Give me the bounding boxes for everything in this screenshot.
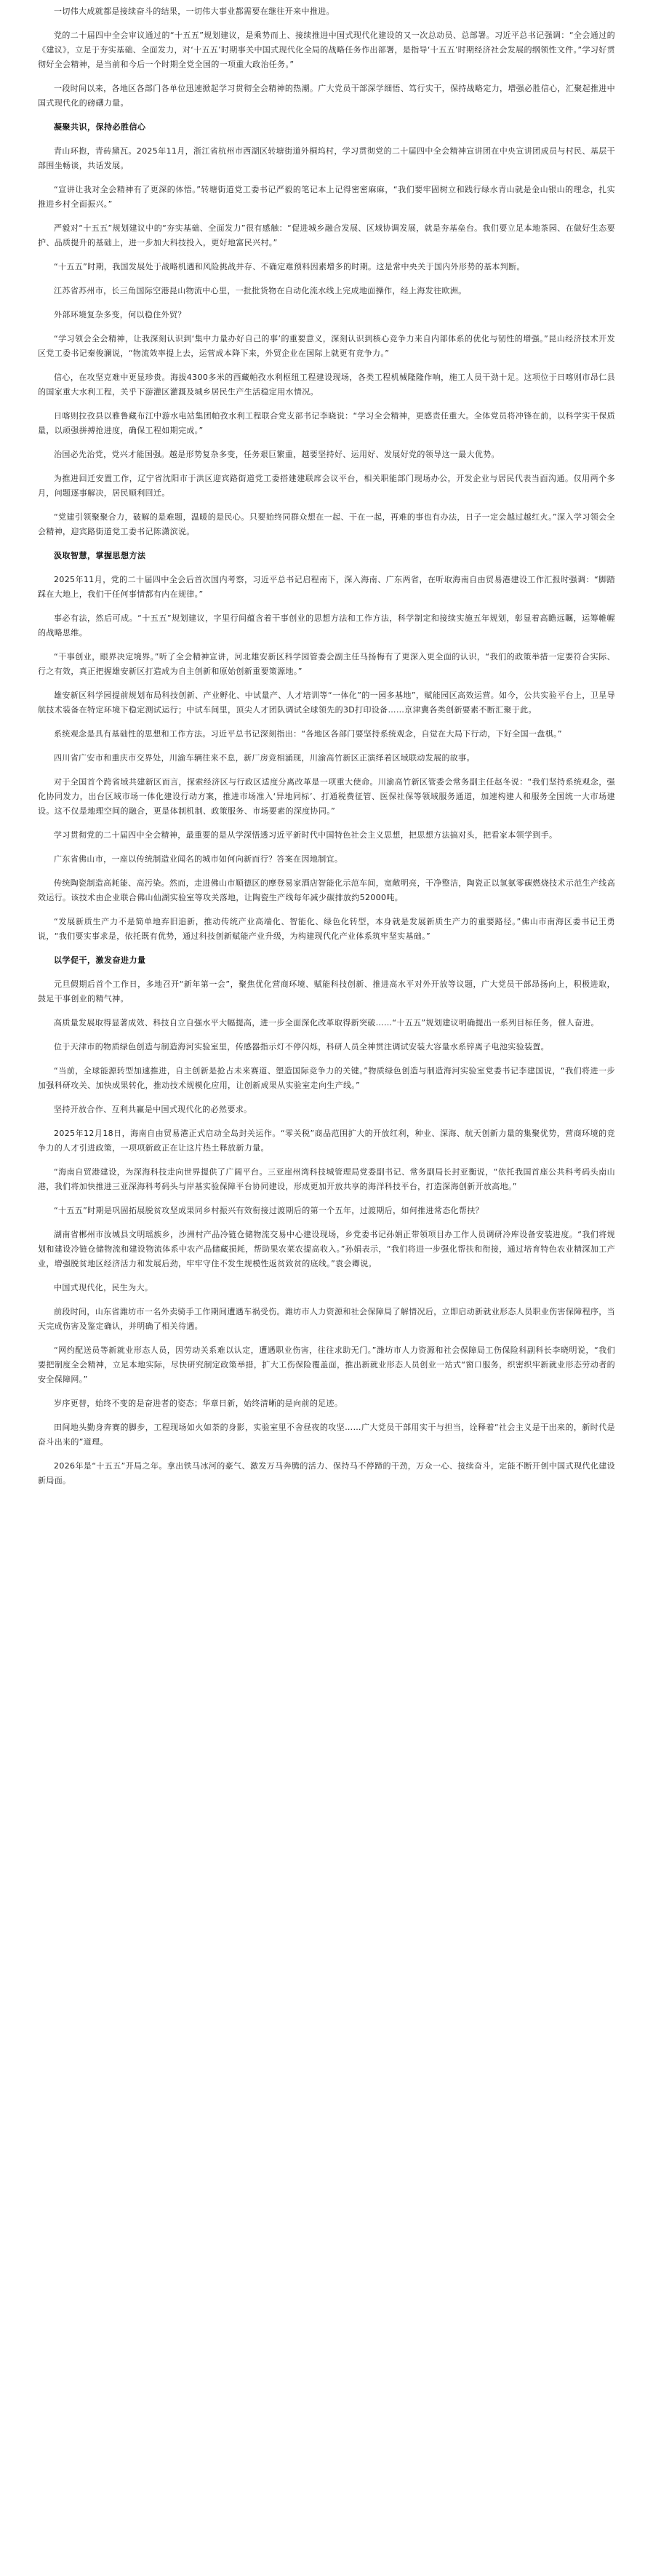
section-heading: 汲取智慧，掌握思想方法 [54, 551, 146, 560]
paragraph: “发展新质生产力不是简单地弃旧追新，推动传统产业高端化、智能化、绿色化转型，本身就是发展新质生产力的重要路径。”佛山市南海区委书记王勇说，“我们要实事求是，依托既有优势，通过科技创新赋能产业升级，为构建现代化产业体系筑牢坚实基础。” [38, 917, 615, 941]
paragraph: “网约配送员等新就业形态人员，因劳动关系难以认定，遭遇职业伤害，往往求助无门。”潍坊市人力资源和社会保障局工伤保险科副科长李晓明说，“我们要把制度全会精神，立足本地实际，尽快研究制定政策举措，扩大工伤保险覆盖面，推出新就业形态人员创业一站式“窗口服务，织密织牢新就业形态劳动者的安全保障网。” [38, 1345, 615, 1384]
paragraph: “党建引领聚聚合力，破解的是难题，温暖的是民心。只要始终同群众想在一起、干在一起，再难的事也有办法，日子一定会越过越红火。”深入学习领会全会精神，迎宾路街道党工委书记陈潇滨说。 [38, 512, 615, 536]
paragraph: 2026年是“十五五”开局之年。拿出铁马冰河的豪气、激发万马奔腾的活力、保持马不停蹄的干劲，万众一心、接续奋斗，定能不断开创中国式现代化建设新局面。 [38, 1461, 615, 1485]
paragraph: 一段时间以来，各地区各部门各单位迅速掀起学习贯彻全会精神的热潮。广大党员干部深学细悟、笃行实干，保持战略定力，增强必胜信心，汇聚起推进中国式现代化的磅礴力量。 [38, 84, 615, 108]
paragraph: “当前，全球能源转型加速推进，自主创新是抢占未来赛道、塑造国际竞争力的关键。”物质绿色创造与制造海河实验室党委书记李建国说，“我们将进一步加强科研攻关、加快成果转化，推动技术规模化应用，让创新成果从实验室走向生产线。” [38, 1066, 615, 1090]
paragraph: 传统陶瓷制造高耗能、高污染。然而，走进佛山市顺德区的摩登易家酒店智能化示范车间，宽敞明亮，干净整洁，陶瓷正以氢氨零碳燃烧技术示范生产线高效运行。该技术由企业联合佛山仙湖实验室等攻关落地，让陶瓷生产线每年减少碳排放约52000吨。 [38, 878, 615, 902]
paragraph: 系统观念是具有基础性的思想和工作方法。习近平总书记深刻指出：“各地区各部门要坚持系统观念，自觉在大局下行动，下好全国一盘棋。” [54, 729, 562, 739]
paragraph: 日喀则拉孜县以雅鲁藏布江中游水电站集团帕孜水利工程联合党支部书记李晓说：“学习全会精神，更感责任重大。全体党员将冲锋在前，以科学实干保质量，以顽强拼搏抢进度，确保工程如期完成。” [38, 411, 615, 435]
paragraph: 四川省广安市和重庆市交界处，川渝车辆往来不息，新厂房竞相涌现，川渝高竹新区正演绎着区域联动发展的故事。 [54, 753, 475, 763]
paragraph: 田间地头勤身奔赛的脚步，工程现场如火如荼的身影，实验室里不舍昼夜的攻坚……广大党员干部用实干与担当，诠释着“社会主义是干出来的，新时代是奋斗出来的”道理。 [38, 1423, 615, 1447]
paragraph: 事必有法，然后可成。“十五五”规划建议，字里行间蕴含着干事创业的思想方法和工作方法，科学制定和接续实施五年规划，彰显着高瞻远瞩，运筹帷幄的战略思维。 [38, 613, 615, 637]
paragraph: 位于天津市的物质绿色创造与制造海河实验室里，传感器指示灯不停闪烁，科研人员全神贯注调试安装大容量水系锌离子电池实验装置。 [54, 1042, 549, 1052]
paragraph: 高质量发展取得显著成效、科技自立自强水平大幅提高，进一步全面深化改革取得新突破……“十五五”规划建议明确提出一系列目标任务，催人奋进。 [54, 1018, 599, 1027]
paragraph: 2025年12月18日，海南自由贸易港正式启动全岛封关运作。“零关税”商品范围扩大的开放红利，种业、深海、航天创新力量的集聚优势，营商环境的竞争力的人才引进政策，一项项新政正在让这片热土释放新力量。 [38, 1129, 615, 1153]
paragraph: “海南自贸港建设，为深海科技走向世界提供了广阔平台。三亚崖州湾科技城管理局党委副书记、常务副局长封亚衡说，“依托我国首座公共科考码头南山港，我们将加快推进三亚深海科考码头与岸基实验保障平台协同建设，形成更加开放共享的海洋科技平台，打造深海创新开放高地。” [38, 1167, 615, 1191]
paragraph: 青山环抱，青砖黛瓦。2025年11月，浙江省杭州市西湖区转塘街道外桐坞村，学习贯彻党的二十届四中全会精神宣讲团在中央宣讲团成员与村民、基层干部围坐畅谈，共话发展。 [38, 146, 615, 170]
paragraph: 为推进回迁安置工作，辽宁省沈阳市于洪区迎宾路街道党工委搭建建联席会议平台，相关职能部门现场办公，开发企业与居民代表当面沟通。仅用两个多月，问题逐事解决，居民顺利回迁。 [38, 474, 615, 498]
paragraph: “宣讲让我对全会精神有了更深的体悟。”转塘街道党工委书记严毅的笔记本上记得密密麻麻，“我们要牢固树立和践行绿水青山就是金山银山的理念，扎实推进乡村全面振兴。” [38, 185, 615, 209]
paragraph: 严毅对“十五五”规划建议中的“夯实基础、全面发力”很有感触：“促进城乡融合发展、区域协调发展，就是夯基垒台。我们要立足本地茶园、在做好生态要护、品质提升的基础上，进一步加大科技投入，更好地富民兴村。” [38, 223, 615, 247]
paragraph: 湖南省郴州市汝城县文明瑶族乡，沙洲村产品冷链仓储物流交易中心建设现场，乡党委书记孙娟正带领项目办工作人员调研冷库设备安装进度。“我们将规划和建设冷链仓储物流和建设物流体系中农产品储藏损耗，帮助果农菜农提高收入。”孙娟表示，“我们将进一步强化帮扶和衔接，通过培育特色农业精深加工产业，增强脱贫地区经济活力和发展后劲，牢牢守住不发生规模性返贫致贫的底线。”袁会卿说。 [38, 1230, 615, 1268]
paragraph: 一切伟大成就都是接续奋斗的结果，一切伟大事业都需要在继往开来中推进。 [54, 7, 334, 16]
paragraph: 江苏省苏州市，长三角国际空港昆山物流中心里，一批批货物在自动化流水线上完成地面操作，经上海发往欧洲。 [54, 286, 467, 295]
paragraph: 雄安新区科学园提前规划布局科技创新、产业孵化、中试量产、人才培训等“一体化”的一园多基地”，赋能园区高效运营。如今，公共实验平台上，卫星导航技术装备在特定环境下稳定测试运行；中试车间里，顶尖人才团队调试全球领先的3D打印设备……京津冀各类创新要素不断汇聚于此。 [38, 691, 615, 715]
paragraph: “学习领会全会精神，让我深刻认识到‘集中力量办好自己的事’的重要意义，深刻认识到核心竞争力来自内部体系的优化与韧性的增强。”昆山经济技术开发区党工委书记秦俊澜说，“物流效率提上去，运营成本降下来，外贸企业在国际上就更有竞争力。” [38, 334, 615, 358]
paragraph: 中国式现代化，民生为大。 [54, 1283, 153, 1292]
paragraph: 元旦假期后首个工作日，多地召开“新年第一会”，聚焦优化营商环境、赋能科技创新、推进高水平对外开放等议题，广大党员干部昂扬向上，积极进取，鼓足干事创业的精气神。 [38, 979, 615, 1003]
paragraph: 学习贯彻党的二十届四中全会精神，最重要的是从学深悟透习近平新时代中国特色社会主义思想，把思想方法搞对头，把看家本领学到手。 [54, 830, 558, 840]
paragraph: “干事创业，眼界决定境界。”听了全会精神宣讲，河北雄安新区科学园管委会副主任马扬梅有了更深入更全面的认识，“我们的政策举措一定要符合实际、行之有效，真正把握雄安新区打造成为自主创新和原始创新重要策源地。” [38, 652, 615, 676]
paragraph: “十五五”时期，我国发展处于战略机遇和风险挑战并存、不确定难预料因素增多的时期。这是常中央关于国内外形势的基本判断。 [54, 262, 525, 271]
section-heading: 凝聚共识，保持必胜信心 [54, 122, 146, 132]
paragraph: 信心，在攻坚克难中更显珍贵。海拔4300多米的西藏帕孜水利枢纽工程建设现场，各类工程机械隆隆作响，施工人员干劲十足。这项位于日喀则市昂仁县的国家重大水利工程，关乎下游灌区灌溉及城乡居民生产生活稳定用水情况。 [38, 373, 615, 397]
paragraph: 岁序更替，始终不变的是奋进者的姿态；华章日新，始终清晰的是向前的足迹。 [54, 1399, 343, 1408]
paragraph: 党的二十届四中全会审议通过的“十五五”规划建议，是乘势而上、接续推进中国式现代化建设的又一次总动员、总部署。习近平总书记强调：“全会通过的《建议》，立足于夯实基础、全面发力，对‘十五五’时期事关中国式现代化全局的战略任务作出部署，是指导‘十五五’时期经济社会发展的纲领性文件。”学习好贯彻好全会精神，是当前和今后一个时期全党全国的一项重大政治任务。” [38, 31, 615, 69]
paragraph: 外部环境复杂多变，何以稳住外贸？ [54, 310, 186, 319]
paragraph: 坚持开放合作、互利共赢是中国式现代化的必然要求。 [54, 1105, 252, 1114]
paragraph: “十五五”时期是巩固拓展脱贫攻坚成果同乡村振兴有效衔接过渡期后的第一个五年，过渡期后，如何推进常态化帮扶？ [54, 1206, 484, 1215]
section-heading: 以学促干，激发奋进力量 [54, 955, 146, 965]
paragraph: 治国必先治党，党兴才能国强。越是形势复杂多变，任务艰巨繁重，越要坚持好、运用好、发展好党的领导这一最大优势。 [54, 450, 500, 459]
paragraph: 前段时间，山东省潍坊市一名外卖骑手工作期间遭遇车祸受伤。潍坊市人力资源和社会保障局了解情况后，立即启动新就业形态人员职业伤害保障程序，当天完成伤害及鉴定确认，并明确了相关待遇。 [38, 1307, 615, 1331]
paragraph: 广东省佛山市，一座以传统制造业闻名的城市如何向新而行？答案在因地制宜。 [54, 854, 343, 864]
paragraph: 对于全国首个跨省域共建新区而言，探索经济区与行政区适度分离改革是一项重大使命。川渝高竹新区管委会常务副主任赵冬说：“我们坚持系统观念，强化协同发力，出台区域市场一体化建设行动方案，推进市场准入‘异地同标’、打通税费征管、医保社保等领域服务通道，加速构建人和服务全国统一大市场建设。这不仅是地理空间的融合，更是体制机制、政策服务、市场要素的深度协同。” [38, 777, 615, 816]
paragraph: 2025年11月，党的二十届四中全会后首次国内考察，习近平总书记启程南下，深入海南、广东两省，在听取海南自由贸易港建设工作汇报时强调：“脚踏踩在大地上，我们干任何事情都有内在规律。” [38, 575, 615, 599]
